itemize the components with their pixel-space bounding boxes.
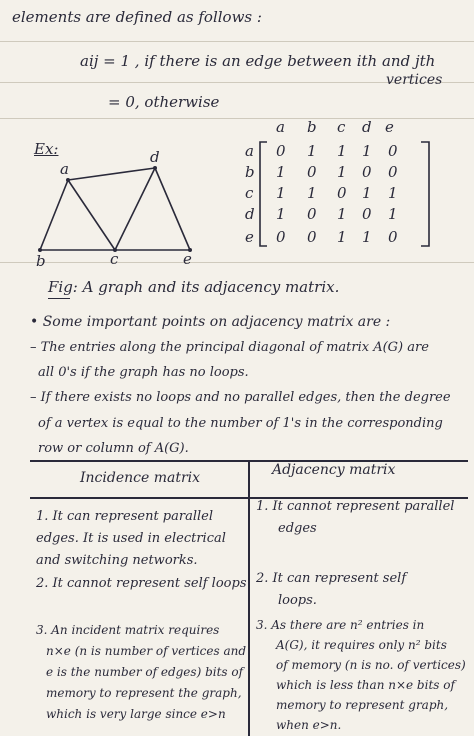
cell-line: 1. It can represent parallel (36, 509, 213, 524)
matrix-col-header: c (337, 118, 346, 136)
edge-a-c (68, 180, 115, 250)
vertex-label-a: a (60, 160, 69, 178)
cell-line: when e>n. (276, 718, 342, 732)
edge-a-b (40, 180, 68, 250)
cell-line: which is less than n×e bits of (276, 678, 455, 692)
point-1-line-2: all 0's if the graph has no loops. (38, 365, 249, 380)
cell-line: of memory (n is no. of vertices) (276, 658, 466, 672)
cell-line: 2. It cannot represent self loops (36, 576, 247, 591)
matrix-cell: 1 (337, 228, 347, 246)
cell-line: n×e (n is number of vertices and (46, 644, 247, 658)
matrix-row-label: e (245, 228, 254, 246)
matrix-cell: 0 (362, 163, 372, 181)
table-row-1-right (256, 496, 454, 540)
rule-line (0, 118, 474, 119)
matrix-cell: 0 (276, 142, 286, 160)
edge-d-c (115, 168, 155, 250)
cell-line: A(G), it requires only n² bits (276, 638, 447, 652)
table-row-2-left (36, 573, 247, 595)
point-1-line-1: – The entries along the principal diagonal of matrix A(G) are (30, 340, 429, 355)
cell-line: and switching networks. (36, 553, 198, 568)
vertex-label-d: d (150, 148, 160, 166)
vertex-a-dot (66, 178, 70, 182)
cell-line: which is very large since e>n (46, 707, 226, 721)
cell-line: 3. As there are n² entries in (256, 618, 425, 632)
table-header-adjacency: Adjacency matrix (272, 462, 396, 478)
matrix-col-header: e (385, 118, 394, 136)
intro-line: elements are defined as follows : (12, 8, 262, 26)
graph-diagram (0, 140, 240, 270)
matrix-cell: 0 (388, 163, 398, 181)
table-row-1-left (36, 506, 226, 572)
table-header-incidence: Incidence matrix (80, 470, 201, 486)
edge-a-d (68, 168, 155, 180)
points-heading: • Some important points on adjacency matrix are : (30, 314, 391, 330)
vertex-label-c: c (110, 250, 119, 268)
matrix-cell: 1 (276, 184, 286, 202)
cell-line: memory to represent graph, (276, 698, 449, 712)
table-row-2-right (256, 568, 406, 612)
matrix-cell: 1 (276, 163, 286, 181)
table-column-divider (248, 460, 250, 736)
table-row-3-left (36, 620, 246, 725)
matrix-cell: 1 (388, 184, 398, 202)
matrix-cell: 1 (337, 163, 347, 181)
matrix-cell: 1 (337, 205, 347, 223)
matrix-cell: 0 (337, 184, 347, 202)
cell-line: loops. (278, 593, 317, 608)
matrix-row-label: a (245, 142, 254, 160)
point-2-line-2: of a vertex is equal to the number of 1's in the corresponding (38, 416, 443, 431)
matrix-cell: 1 (337, 142, 347, 160)
example-label: Ex: (34, 140, 59, 158)
matrix-cell: 1 (276, 205, 286, 223)
matrix-cell: 1 (362, 184, 372, 202)
matrix-cell: 0 (307, 205, 317, 223)
figure-caption: Fig: A graph and its adjacency matrix. (48, 278, 340, 296)
definition-continuation: vertices (386, 72, 443, 88)
caption-underline (48, 298, 70, 299)
matrix-cell: 0 (307, 228, 317, 246)
matrix-cell: 0 (276, 228, 286, 246)
cell-line: 1. It cannot represent parallel (256, 499, 455, 514)
matrix-row-label: c (245, 184, 254, 202)
matrix-cell: 0 (307, 163, 317, 181)
point-2-line-1: – If there exists no loops and no parallel edges, then the degree (30, 390, 451, 405)
cell-line: memory to represent the graph, (46, 686, 242, 700)
cell-line: edges. It is used in electrical (36, 531, 226, 546)
vertex-d-dot (153, 166, 157, 170)
vertex-label-e: e (183, 250, 192, 268)
cell-line: edges (278, 521, 317, 536)
table-row-3-right (256, 615, 466, 735)
matrix-cell: 1 (307, 184, 317, 202)
matrix-col-header: d (362, 118, 372, 136)
cell-line: e is the number of edges) bits of (46, 665, 244, 679)
matrix-cell: 0 (388, 142, 398, 160)
vertex-label-b: b (36, 252, 46, 270)
matrix-cell: 1 (307, 142, 317, 160)
matrix-cell: 1 (362, 228, 372, 246)
matrix-cell: 0 (362, 205, 372, 223)
point-2-line-3: row or column of A(G). (38, 441, 189, 456)
matrix-cell: 1 (362, 142, 372, 160)
matrix-col-header: a (276, 118, 285, 136)
matrix-cell: 1 (388, 205, 398, 223)
otherwise-text: = 0, otherwise (108, 93, 220, 111)
matrix-row-label: d (245, 205, 255, 223)
rule-line (0, 41, 474, 42)
cell-line: 3. An incident matrix requires (36, 623, 220, 637)
cell-line: 2. It can represent self (256, 571, 407, 586)
definition-text: aij = 1 , if there is an edge between ith and jth (80, 52, 436, 70)
matrix-cell: 0 (388, 228, 398, 246)
edge-d-e (155, 168, 190, 250)
matrix-col-header: b (307, 118, 317, 136)
matrix-row-label: b (245, 163, 255, 181)
